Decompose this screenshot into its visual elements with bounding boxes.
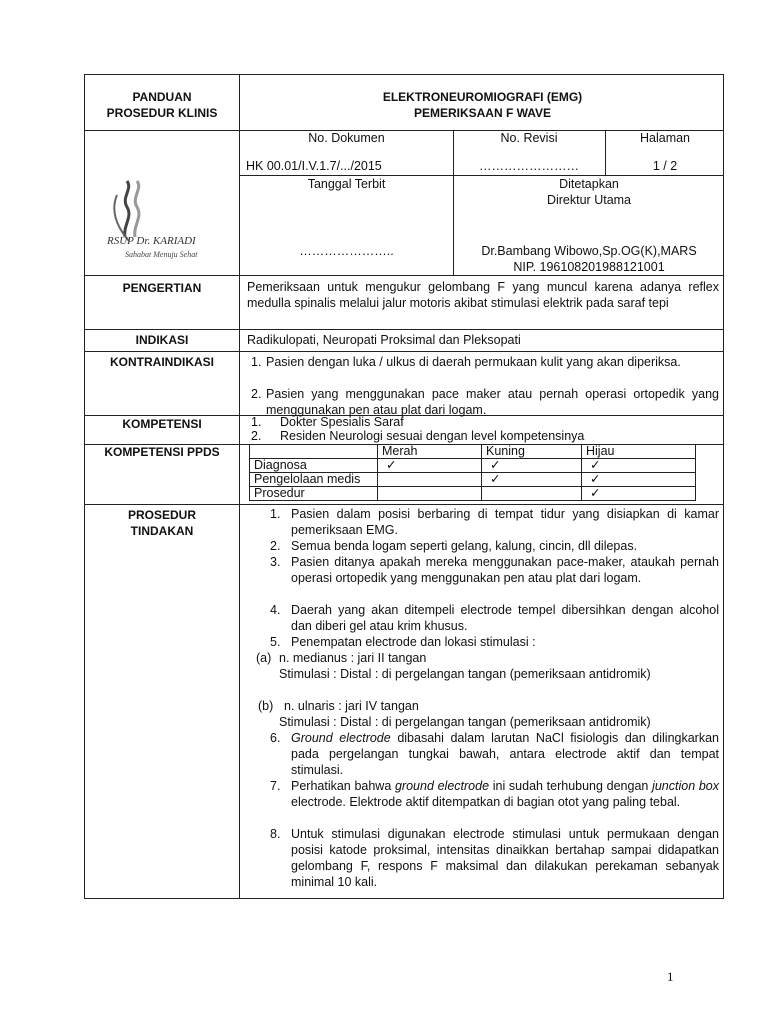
item-number: 1. [270, 507, 281, 521]
ppds-label: KOMPETENSI PPDS [104, 445, 220, 459]
check-icon: ✓ [582, 473, 696, 487]
list-item [250, 730, 719, 778]
director-signature [453, 243, 725, 275]
hospital-logo [103, 175, 228, 275]
table-row [250, 473, 696, 487]
item-text: Pasien dengan luka / ulkus di daerah permukaan kulit yang akan diperiksa. [266, 355, 681, 369]
pengertian-text: Pemeriksaan untuk mengukur gelombang F yang muncul karena adanya reflex medulla spinalis melalui jalur motoris akibat stimulasi elektrik pada saraf tepi [247, 280, 719, 310]
header-left-line1: PANDUAN [132, 90, 192, 104]
table-header: Kuning [482, 445, 582, 459]
item-text [250, 730, 719, 778]
item-number: 1. [251, 415, 262, 429]
prosedur-list [250, 506, 719, 896]
list-item [250, 714, 719, 730]
list-item [250, 778, 719, 810]
table-cell: Diagnosa [250, 459, 378, 473]
item-text: n. ulnaris : jari IV tangan [284, 699, 419, 713]
tanggal-terbit-label: Tanggal Terbit [307, 177, 386, 191]
table-row [250, 487, 696, 501]
list-item [250, 554, 719, 586]
item-number: 1. [251, 355, 262, 369]
item-number: 4. [270, 603, 281, 617]
item-text: Penempatan electrode dan lokasi stimulasi : [291, 635, 536, 649]
item-text: Pasien yang menggunakan pace maker atau pernah operasi ortopedik yang menggunakan pen atau plat dari logam. [266, 387, 719, 417]
kontraindikasi-list [247, 354, 719, 416]
table-header: Merah [378, 445, 482, 459]
row-divider [85, 329, 723, 330]
list-item [250, 826, 719, 890]
item-text-rest: dibasahi dalam larutan NaCl fisiologis dan dilingkarkan pada pergelangan tungkai bawah, antara electrode aktif dan tempat stimulasi. [291, 731, 720, 777]
item-text: Pasien dalam posisi berbaring di tempat tidur yang disiapkan di kamar pemeriksaan EMG. [291, 507, 719, 537]
item-number: 3. [270, 555, 281, 569]
no-revisi-label: No. Revisi [500, 131, 558, 145]
ditetapkan-line2: Direktur Utama [546, 193, 632, 207]
item-number: 7. [270, 779, 281, 793]
item-text: n. medianus : jari II tangan [279, 651, 427, 665]
check-icon: ✓ [378, 459, 482, 473]
document-table [84, 74, 724, 899]
item-number: 8. [270, 827, 281, 841]
list-item [247, 415, 719, 429]
item-text: Residen Neurologi sesuai dengan level kompetensinya [280, 429, 585, 443]
kompetensi-list [247, 415, 719, 443]
table-cell: Prosedur [250, 487, 378, 501]
item-number: 2. [251, 387, 262, 401]
item-text: Stimulasi : Distal : di pergelangan tangan (pemeriksaan antidromik) [279, 715, 651, 729]
item-number: (b) [258, 699, 274, 713]
list-item [247, 386, 719, 418]
table-row [250, 445, 696, 459]
kontraindikasi-label: KONTRAINDIKASI [110, 355, 214, 369]
no-dokumen-value: HK 00.01/I.V.1.7/.../2015 [246, 159, 382, 173]
check-icon: ✓ [482, 459, 582, 473]
prosedur-label-line2: TINDAKAN [130, 524, 194, 538]
ditetapkan-line1: Ditetapkan [559, 177, 619, 191]
director-name: Dr.Bambang Wibowo,Sp.OG(K),MARS [481, 244, 697, 258]
table-cell [378, 473, 482, 487]
list-item [250, 666, 719, 682]
halaman-value: 1 / 2 [652, 159, 678, 173]
item-number: 5. [270, 635, 281, 649]
kompetensi-label: KOMPETENSI [122, 417, 202, 431]
header-left-line2: PROSEDUR KLINIS [106, 106, 218, 120]
item-text: Stimulasi : Distal : di pergelangan tangan (pemeriksaan antidromik) [279, 667, 651, 681]
column-divider [239, 75, 240, 898]
list-item [250, 538, 719, 554]
list-item [250, 698, 719, 714]
no-revisi-value: …………………… [479, 159, 579, 173]
no-dokumen-label: No. Dokumen [308, 131, 385, 145]
indikasi-label: INDIKASI [135, 333, 189, 347]
title-line2: PEMERIKSAAN F WAVE [413, 106, 552, 120]
list-item [247, 354, 719, 370]
table-cell [482, 487, 582, 501]
table-header: Hijau [582, 445, 696, 459]
header-left-title [85, 89, 239, 121]
item-text: Pasien ditanya apakah mereka menggunakan pace-maker, ataukah pernah operasi ortopedik yang menggunakan pen atau plat dari logam. [291, 555, 719, 585]
item-emphasis: junction box [652, 779, 719, 793]
ppds-table [249, 444, 696, 501]
tanggal-terbit-value: ………………….. [299, 244, 394, 258]
list-item [250, 602, 719, 634]
item-text-mid: ini sudah terhubung dengan [489, 779, 653, 793]
table-cell: Pengelolaan medis [250, 473, 378, 487]
item-text: Daerah yang akan ditempeli electrode tempel dibersihkan dengan alcohol dan diberi gel atau krim khusus. [291, 603, 719, 633]
halaman-label: Halaman [639, 131, 691, 145]
item-number: 2. [270, 539, 281, 553]
logo-tagline: Sahabat Menuju Sehat [125, 250, 198, 259]
page-number: 1 [667, 969, 674, 984]
row-divider [85, 351, 723, 352]
item-text: Semua benda logam seperti gelang, kalung, cincin, dll dilepas. [291, 539, 638, 553]
ditetapkan-block [453, 176, 725, 208]
row-divider [85, 275, 723, 276]
indikasi-text: Radikulopati, Neuropati Proksimal dan Pleksopati [247, 333, 521, 347]
table-cell [250, 445, 378, 459]
row-divider [85, 504, 723, 505]
list-item [247, 429, 719, 443]
logo-name: RSUP Dr. KARIADI [107, 235, 196, 247]
list-item [250, 634, 719, 650]
title-line1: ELEKTRONEUROMIOGRAFI (EMG) [382, 90, 583, 104]
item-text-pre: Perhatikan bahwa [291, 779, 395, 793]
list-item [250, 650, 719, 666]
item-text: Dokter Spesialis Saraf [280, 415, 404, 429]
prosedur-label [85, 507, 239, 539]
item-emphasis: Ground electrode [291, 731, 391, 745]
item-number: (a) [256, 651, 272, 665]
check-icon: ✓ [482, 473, 582, 487]
item-text [250, 778, 719, 810]
pengertian-label: PENGERTIAN [122, 281, 202, 295]
table-cell [378, 487, 482, 501]
item-number: 6. [270, 731, 281, 745]
check-icon: ✓ [582, 459, 696, 473]
document-title [240, 89, 725, 121]
item-number: 2. [251, 429, 262, 443]
item-text: Untuk stimulasi digunakan electrode stimulasi untuk permukaan dengan posisi katode proksimal, intensitas dinaikkan bertahap sampai didapatkan gelombang F, respons F maksimal dan dilakukan perekaman sebanyak minimal 10 kali. [291, 827, 719, 889]
item-text-post: electrode. Elektrode aktif ditempatkan di bagian otot yang paling tebal. [291, 795, 681, 809]
check-icon: ✓ [582, 487, 696, 501]
table-row [250, 459, 696, 473]
prosedur-label-line1: PROSEDUR [127, 508, 196, 522]
list-item [250, 506, 719, 538]
director-nip: NIP. 196108201988121001 [513, 260, 665, 274]
item-emphasis: ground electrode [394, 779, 490, 793]
